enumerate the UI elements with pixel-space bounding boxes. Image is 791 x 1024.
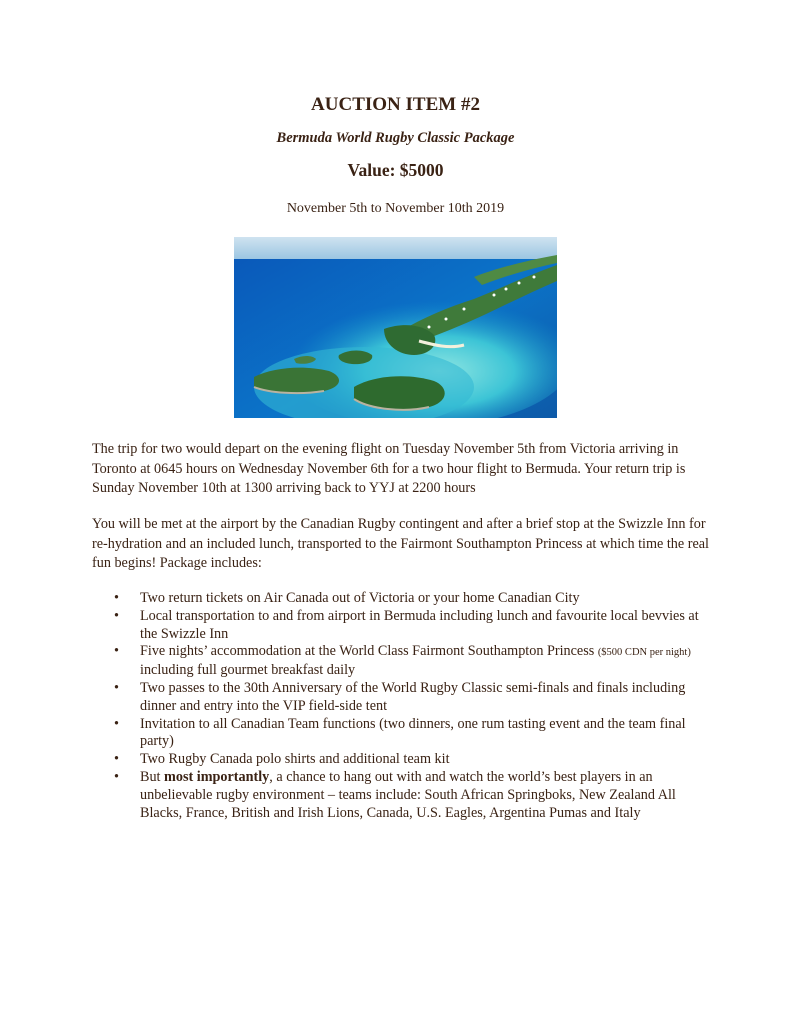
list-item [114, 769, 704, 822]
list-item [114, 716, 704, 752]
auction-item-title: AUCTION ITEM #2 [311, 94, 480, 115]
list-item-text: Two return tickets on Air Canada out of Victoria or your home Canadian City [140, 590, 580, 606]
package-subtitle: Bermuda World Rugby Classic Package [276, 130, 515, 146]
list-item-text: Local transportation to and from airport in Bermuda including lunch and favourite local bevvies at the Swizzle Inn [140, 607, 699, 642]
itinerary-paragraph: The trip for two would depart on the evening flight on Tuesday November 5th from Victoria arriving in Toronto at 0645 hours on Wednesday November 6th for a two hour flight to Bermuda. Your return trip is Sunday November 10th at 1300 arriving back to YYJ at 2200 hours [92, 441, 686, 496]
list-item-text: Five nights’ accommodation at the World Class Fairmont Southampton Princess [140, 643, 598, 660]
bullet: • [114, 768, 119, 785]
list-item [114, 643, 704, 680]
list-item-text: Two passes to the 30th Anniversary of the World Rugby Classic semi-finals and finals including dinner and entry into the VIP field-side tent [140, 679, 686, 714]
list-item [114, 751, 704, 769]
trip-dates: November 5th to November 10th 2019 [286, 201, 505, 216]
bullet: • [114, 607, 119, 624]
list-item [114, 608, 704, 644]
list-item-emphasis: most importantly [164, 768, 270, 785]
bullet: • [114, 590, 119, 606]
package-value: Value: $5000 [347, 160, 444, 180]
list-item-text: But [140, 768, 165, 785]
list-item-text: including full gourmet breakfast daily [140, 662, 356, 679]
list-item-price-note: ($500 CDN per night) [597, 647, 691, 659]
bullet: • [114, 715, 119, 732]
bullet: • [114, 643, 119, 660]
list-item-text: Two Rugby Canada polo shirts and additional team kit [140, 751, 450, 768]
arrival-paragraph: You will be met at the airport by the Canadian Rugby contingent and after a brief stop at the Swizzle Inn for re-hydration and an included lunch, transported to the Fairmont Southampton Princess at which time the real fun begins! Package includes: [92, 516, 710, 571]
package-includes-list [114, 590, 704, 822]
bullet: • [114, 751, 119, 768]
list-item-text: Invitation to all Canadian Team functions (two dinners, one rum tasting event and the team final party) [140, 715, 686, 750]
bullet: • [114, 679, 119, 696]
list-item [114, 590, 704, 608]
list-item-text: , a chance to hang out with and watch the world’s best players in an unbelievable rugby environment – teams include: South African Springboks, New Zealand All Blacks, France, British and Irish Lions, Canada, U.S. Eagles, Argentina Pumas and Italy [140, 768, 676, 821]
list-item [114, 680, 704, 716]
bermuda-aerial-photo [234, 237, 557, 418]
